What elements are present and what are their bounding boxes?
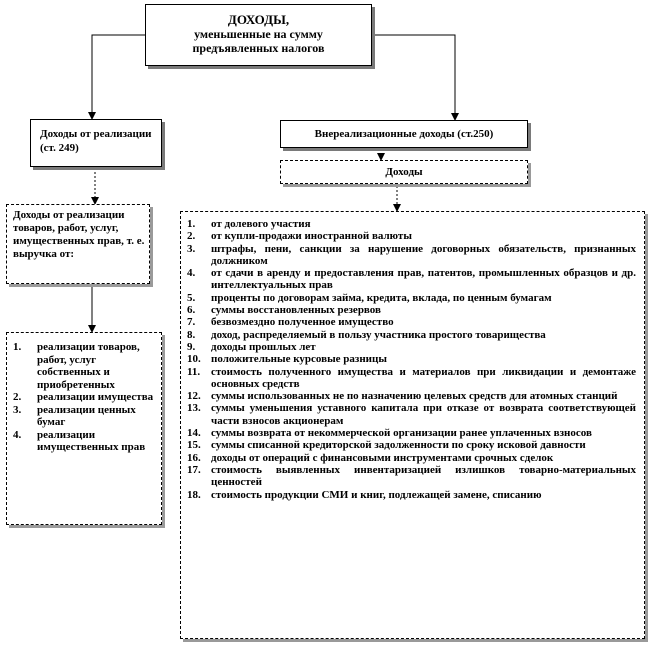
list-item-text: штрафы, пени, санкции за нарушение договорных обязательств, признанных должником (211, 242, 636, 267)
list-item-text: суммы использованных не по назначению целевых средств для атомных станций (211, 390, 618, 403)
list-item-text: проценты по договорам займа, кредита, вклада, по ценным бумагам (211, 291, 552, 304)
top-income-box (145, 4, 372, 66)
list-item-number: 5. (187, 291, 196, 304)
list-item-number: 11. (187, 365, 201, 378)
list-item-text: доходы прошлых лет (211, 340, 316, 353)
list-item (187, 366, 636, 391)
list-item (13, 341, 157, 391)
list-item-number: 7. (187, 316, 196, 329)
list-item-number: 8. (187, 328, 196, 341)
list-item-number: 10. (187, 353, 201, 366)
list-item-text: суммы возврата от некоммерческой организации ранее уплаченных взносов (211, 427, 592, 440)
list-item (187, 464, 636, 489)
list-item-text: от долевого участия (211, 218, 311, 230)
list-item-text: положительные курсовые разницы (211, 353, 387, 366)
list-item-number: 12. (187, 390, 201, 403)
list-item-number: 14. (187, 427, 201, 440)
list-item-text: стоимость выявленных инвентаризацией излишков товарно-материальных ценностей (211, 463, 636, 489)
list-item-number: 13. (187, 402, 201, 415)
list-item (187, 316, 636, 328)
list-item-text: суммы списанной кредиторской задолженности по сроку исковой давности (211, 439, 586, 452)
list-item-text: реализации ценных бумаг (37, 403, 136, 428)
list-item-number: 18. (187, 488, 201, 501)
top-subtitle-1: уменьшенные на сумму (194, 27, 323, 41)
list-item-text: реализации товаров, работ, услуг собственных и приобретенных (37, 341, 140, 391)
income-subheader-box: Доходы (280, 160, 528, 184)
arrow-top-to-left (92, 35, 145, 116)
list-item (187, 402, 636, 427)
non-operating-income-list (187, 218, 636, 501)
list-item (187, 353, 636, 365)
list-item-text: от купли-продажи иностранной валюты (211, 230, 412, 243)
list-item (187, 329, 636, 341)
top-title: ДОХОДЫ, (227, 12, 290, 27)
sales-income-list (13, 341, 157, 454)
list-item (187, 243, 636, 268)
list-item-number: 4. (187, 267, 196, 280)
list-item (13, 429, 157, 454)
list-item-number: 3. (13, 403, 22, 416)
non-operating-income-list-box (180, 211, 645, 639)
list-item-text: стоимость полученного имущества и материалов при ликвидации и демонтаже основных средств (211, 365, 636, 390)
sales-income-list-box (6, 332, 162, 525)
list-item-text: стоимость продукции СМИ и книг, подлежащей замене, списанию (211, 488, 542, 501)
list-item (187, 390, 636, 402)
list-item (187, 489, 636, 501)
list-item-number: 16. (187, 451, 201, 464)
list-item (13, 404, 157, 429)
list-item-number: 4. (13, 428, 22, 441)
list-item-number: 15. (187, 439, 201, 452)
list-item-number: 9. (187, 340, 196, 353)
list-item-text: реализации имущественных прав (37, 428, 146, 453)
top-subtitle-2: предъявленных налогов (192, 41, 325, 55)
list-item-text: реализации имущества (37, 391, 154, 403)
list-item-text: от сдачи в аренду и предоставления прав, патентов, промышленных образцов и др. интеллектуальных прав (211, 267, 636, 292)
list-item (187, 439, 636, 451)
non-operating-income-box: Внереализационные доходы (ст.250) (280, 120, 528, 148)
list-item (187, 341, 636, 353)
list-item-number: 17. (187, 463, 201, 476)
list-item-number: 1. (187, 218, 196, 230)
list-item (187, 304, 636, 316)
list-item (13, 391, 157, 404)
list-item-text: доходы от операций с финансовыми инструментами срочных сделок (211, 451, 554, 464)
list-item-text: суммы уменьшения уставного капитала при отказе от возврата соответствующей части взносов акционерам (211, 402, 636, 427)
list-item-text: суммы восстановленных резервов (211, 304, 381, 317)
list-item-text: безвозмездно полученное имущество (211, 316, 394, 329)
list-item-number: 2. (13, 391, 22, 403)
list-item-text: доход, распределяемый в пользу участника простого товарищества (211, 328, 546, 341)
list-item (187, 218, 636, 230)
list-item-number: 1. (13, 341, 22, 353)
list-item-number: 6. (187, 304, 196, 317)
list-item (187, 452, 636, 464)
list-item-number: 3. (187, 242, 196, 255)
sales-income-box: Доходы от реализации (ст. 249) (30, 119, 162, 167)
list-item (187, 427, 636, 439)
sales-income-description-box: Доходы от реализации товаров, работ, услуг, имущественных прав, т. е. выручка от: (6, 204, 150, 284)
list-item (187, 267, 636, 292)
list-item (187, 292, 636, 304)
list-item-number: 2. (187, 230, 196, 243)
list-item (187, 230, 636, 242)
arrow-top-to-right (372, 35, 455, 117)
